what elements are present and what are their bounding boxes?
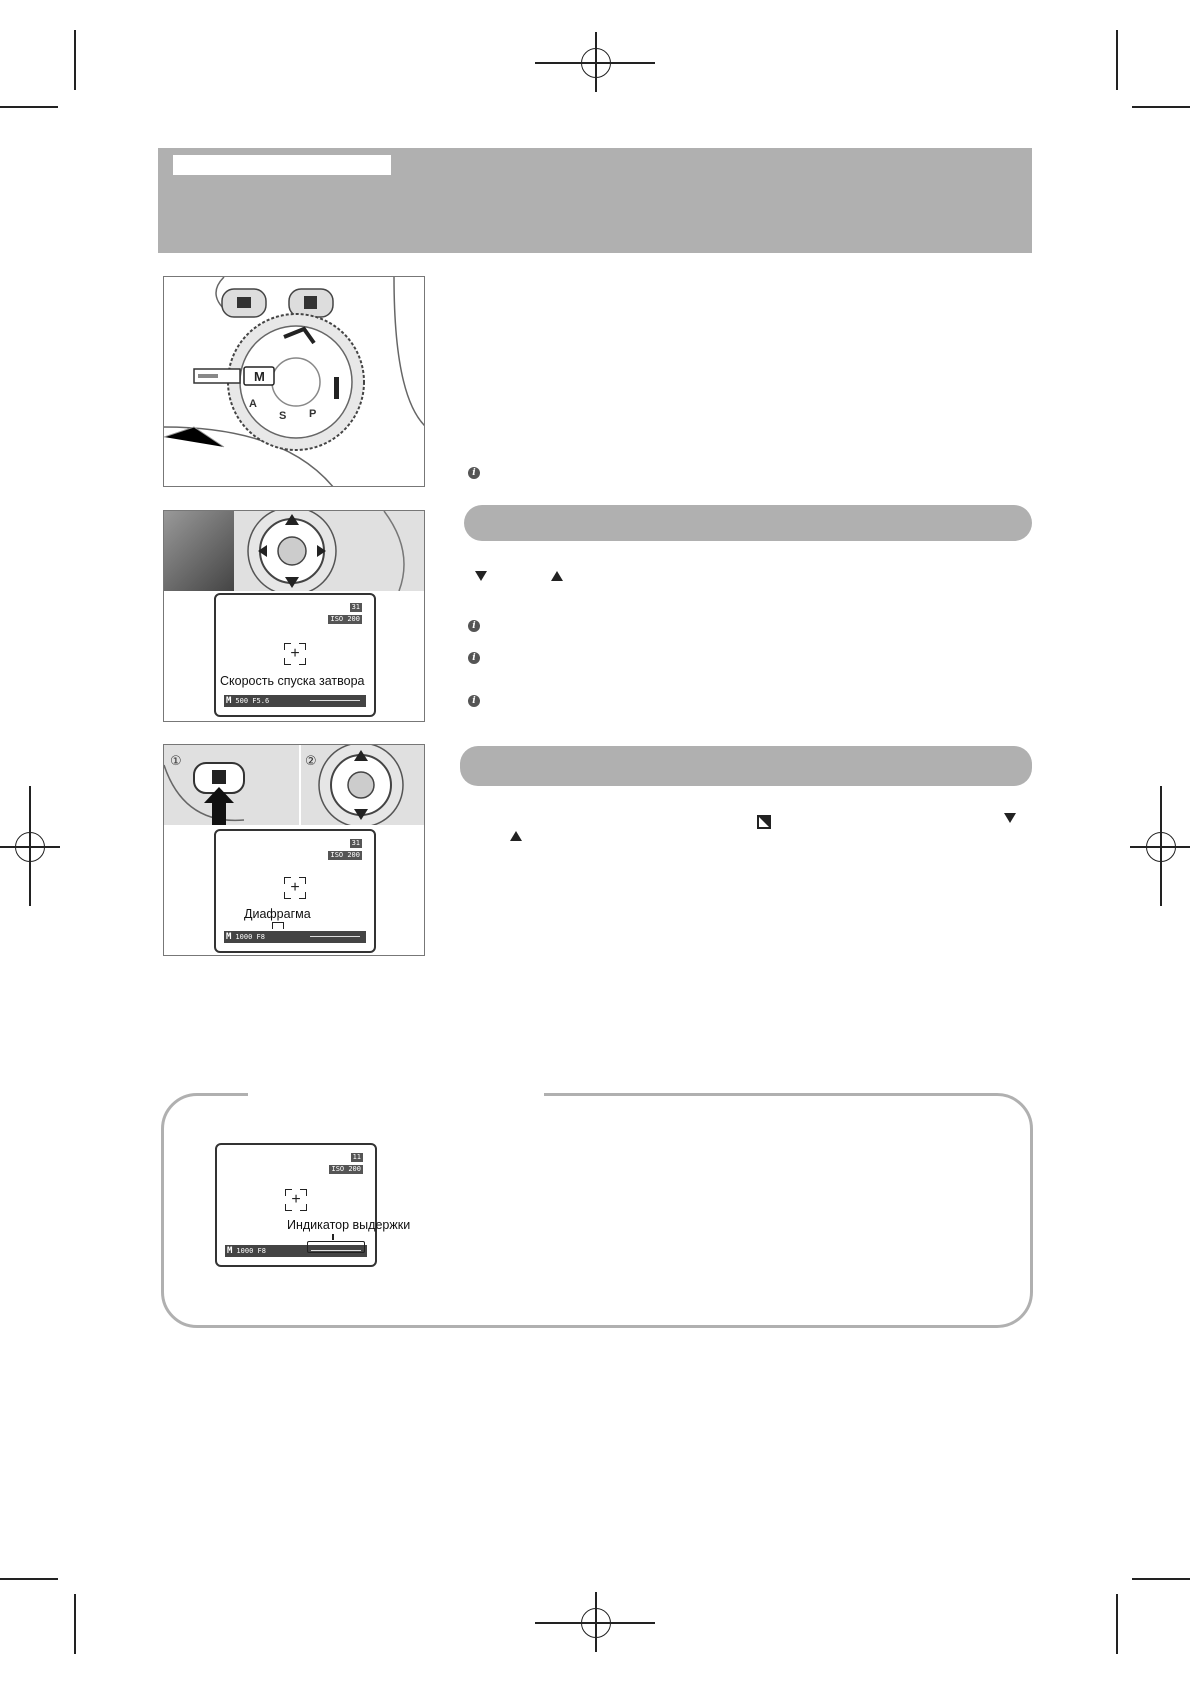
triangle-down-icon xyxy=(1004,813,1016,823)
triangle-down-icon xyxy=(475,571,487,581)
four-way-controller xyxy=(234,511,425,591)
exposure-indicator-frame xyxy=(307,1241,365,1253)
triangle-up-icon xyxy=(551,571,563,581)
step-number-2: ② xyxy=(305,754,317,769)
focus-frame-icon: + xyxy=(284,643,306,665)
shutter-speed-photo xyxy=(163,510,425,722)
triangle-up-icon xyxy=(510,831,522,841)
shutter-speed-callout: Скорость спуска затвора xyxy=(220,674,365,688)
section-heading-pill-1 xyxy=(464,505,1032,541)
exposure-indicator-callout: Индикатор выдержки xyxy=(287,1218,411,1232)
svg-text:A: A xyxy=(249,398,257,410)
lcd-display-shutter: 31 ISO 200 + M 500 F5.6 xyxy=(214,593,376,717)
svg-text:S: S xyxy=(279,410,287,422)
aperture-callout: Диафрагма xyxy=(244,907,311,921)
mode-dial-photo xyxy=(163,276,425,487)
warning-note-icon: i xyxy=(468,652,480,664)
warning-note-icon: i xyxy=(468,695,480,707)
step-number-1: ① xyxy=(170,754,182,769)
exposure-button-closeup xyxy=(164,745,299,825)
warning-note-icon: i xyxy=(468,620,480,632)
aperture-photo xyxy=(163,744,425,956)
lcd-display-exposure: 11 ISO 200 + M 1000 F8 xyxy=(215,1143,377,1267)
section-heading-pill-2 xyxy=(460,746,1032,786)
dial-mode-m: M xyxy=(254,369,265,384)
lcd-display-aperture: 31 ISO 200 + M 1000 F8 xyxy=(214,829,376,953)
section-header-tab xyxy=(173,155,391,175)
mode-dial-illustration xyxy=(164,277,425,487)
svg-text:P: P xyxy=(309,408,317,420)
focus-frame-icon: + xyxy=(284,877,306,899)
four-way-controller-2 xyxy=(301,745,425,825)
tip-box-title-gap xyxy=(248,1089,544,1097)
warning-note-icon: i xyxy=(468,467,480,479)
lcd-screen-image xyxy=(164,511,234,591)
exposure-compensation-icon xyxy=(757,815,771,829)
focus-frame-icon: + xyxy=(285,1189,307,1211)
